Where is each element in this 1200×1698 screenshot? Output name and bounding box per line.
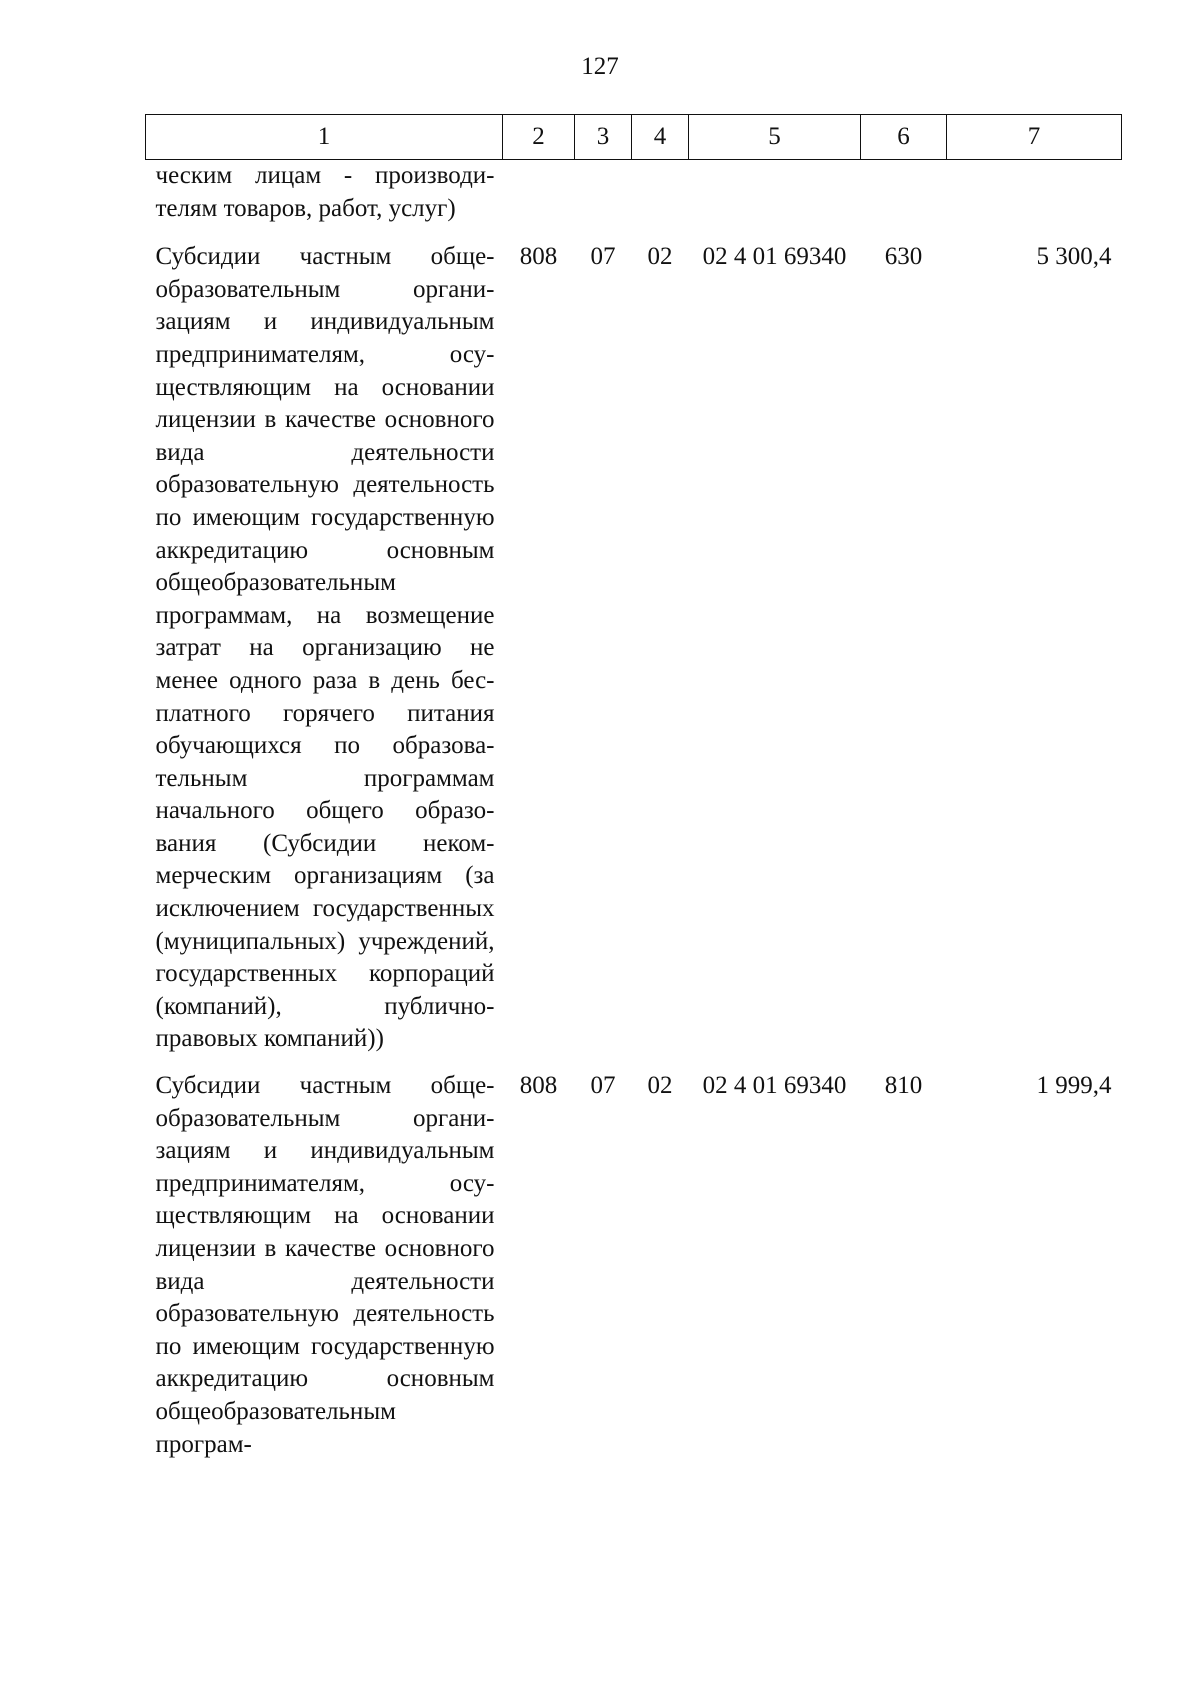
row-vr-code xyxy=(861,160,947,242)
row-rz-code: 07 xyxy=(590,243,616,271)
column-header-1: 1 xyxy=(146,115,503,160)
column-header-7: 7 xyxy=(947,115,1122,160)
row-rz-code xyxy=(575,160,632,242)
row-vr-code: 630 xyxy=(884,243,923,271)
row-pr-code: 02 xyxy=(647,243,673,271)
row-amount: 5 300,4 xyxy=(1036,243,1112,271)
row-description: Субсидии частным общеобразовательным организациям и индивидуальным предпринимателям, осуществляющим на основании лицензии в качестве основного вида деятельности образовательную деятельность по имеющим государственную аккредитацию основным общеобразовательным програм- xyxy=(155,1072,495,1458)
row-gr-code: 808 xyxy=(519,1072,558,1100)
row-pr-code: 02 xyxy=(647,1072,673,1100)
row-csr-code: 02 4 01 69340 xyxy=(702,1072,847,1100)
column-header-5: 5 xyxy=(689,115,861,160)
table-header xyxy=(146,115,1122,160)
column-header-3: 3 xyxy=(575,115,632,160)
column-header-6: 6 xyxy=(861,115,947,160)
row-amount: 1 999,4 xyxy=(1036,1072,1112,1100)
page-number: 127 xyxy=(581,53,619,80)
table-row xyxy=(146,160,1122,242)
row-rz-code: 07 xyxy=(590,1072,616,1100)
column-number-row xyxy=(146,115,1122,160)
row-pr-code xyxy=(632,160,689,242)
row-description: ческим лицам - производителям товаров, работ, услуг) xyxy=(155,162,495,222)
row-vr-code: 810 xyxy=(884,1072,923,1100)
table-row xyxy=(146,241,1122,1070)
budget-table xyxy=(145,114,1122,1461)
table-row xyxy=(146,1070,1122,1461)
table-body xyxy=(146,160,1122,1462)
row-gr-code xyxy=(503,160,575,242)
row-csr-code xyxy=(689,160,861,242)
row-csr-code: 02 4 01 69340 xyxy=(702,243,847,271)
column-header-4: 4 xyxy=(632,115,689,160)
row-amount xyxy=(947,160,1122,242)
row-gr-code: 808 xyxy=(519,243,558,271)
row-description: Субсидии частным общеобразовательным организациям и индивидуальным предпринимателям, осуществляющим на основании лицензии в качестве основного вида деятельности образовательную деятельность по имеющим государственную аккредитацию основным общеобразовательным программам, на возмещение затрат на организацию не менее одного раза в день бесплатного горячего питания обучающихся по образовательным программам начального общего образования (Субсидии некоммерческим организациям (за исключением государственных (муниципальных) учреждений, государственных корпораций (компаний), публично-правовых компаний)) xyxy=(155,243,495,1053)
column-header-2: 2 xyxy=(503,115,575,160)
